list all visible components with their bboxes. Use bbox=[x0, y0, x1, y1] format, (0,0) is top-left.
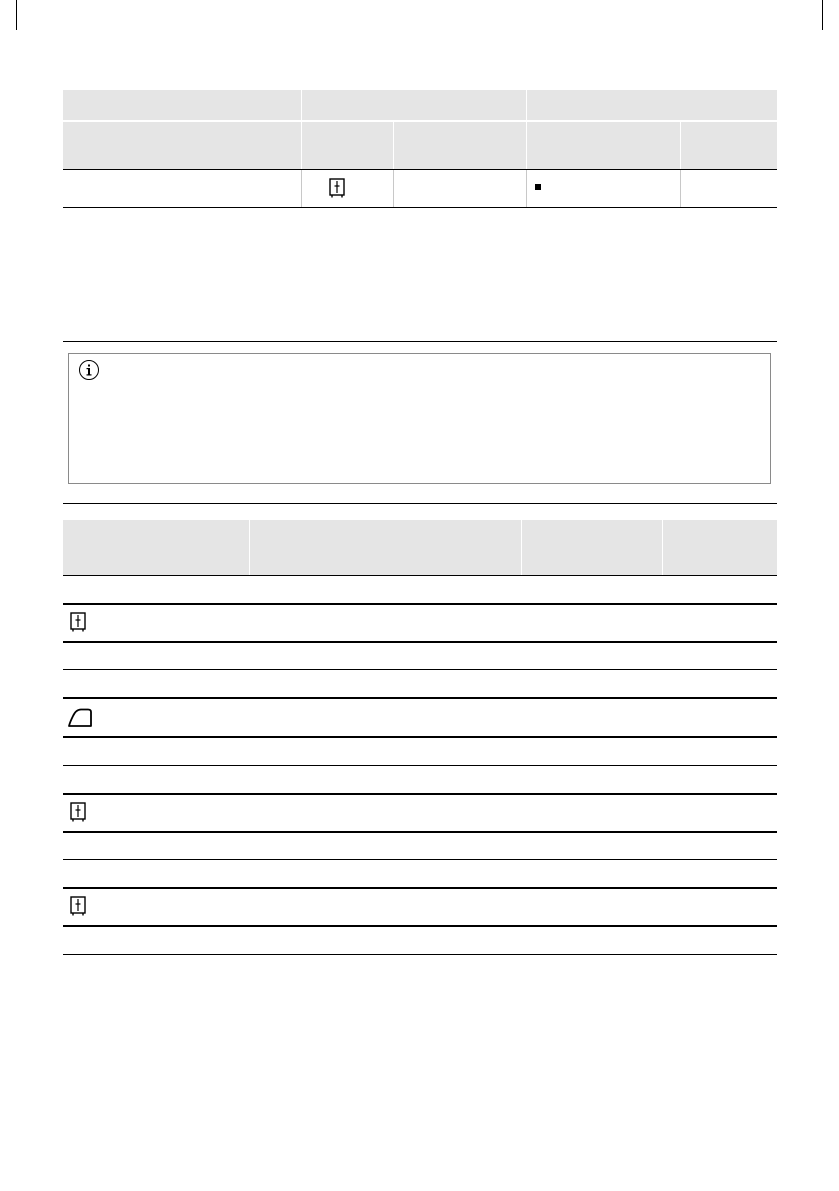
table-top-header-row-1 bbox=[63, 90, 777, 120]
table-top-rule bbox=[63, 207, 777, 208]
column-divider bbox=[680, 170, 681, 207]
column-divider bbox=[662, 520, 663, 575]
table-row-rule bbox=[63, 793, 777, 795]
column-divider bbox=[301, 90, 302, 169]
table-bottom-rule bbox=[63, 954, 777, 955]
note-box bbox=[68, 353, 771, 484]
table-row-rule bbox=[63, 887, 777, 889]
table-row-rule bbox=[63, 765, 777, 766]
column-divider bbox=[526, 170, 527, 207]
table-row-rule bbox=[63, 669, 777, 670]
table-row-rule bbox=[63, 831, 777, 833]
table-top-header-row-2 bbox=[63, 122, 777, 169]
column-divider bbox=[249, 520, 250, 575]
crop-mark-right bbox=[822, 0, 823, 30]
table-row-rule bbox=[63, 859, 777, 860]
table-bottom-header-row bbox=[63, 520, 777, 575]
table-top-rule bbox=[63, 169, 777, 170]
column-divider bbox=[393, 122, 394, 169]
column-divider bbox=[680, 122, 681, 169]
drawer-icon bbox=[70, 896, 86, 916]
info-icon bbox=[79, 360, 99, 380]
column-divider bbox=[301, 170, 302, 207]
table-row-rule bbox=[63, 925, 777, 927]
drawer-icon bbox=[70, 612, 86, 632]
table-bottom-top-rule bbox=[63, 503, 777, 504]
column-divider bbox=[521, 520, 522, 575]
square-icon bbox=[535, 184, 541, 190]
table-row-rule bbox=[63, 603, 777, 605]
table-row-rule bbox=[63, 575, 777, 576]
drawer-icon bbox=[70, 802, 86, 822]
column-divider bbox=[393, 170, 394, 207]
column-divider bbox=[526, 90, 527, 169]
table-row-rule bbox=[63, 641, 777, 643]
drawer-icon bbox=[329, 178, 345, 198]
crop-mark-left bbox=[16, 0, 17, 30]
table-row-rule bbox=[63, 697, 777, 699]
iron-icon bbox=[67, 708, 93, 728]
table-top-rule bbox=[63, 341, 777, 342]
table-row-rule bbox=[63, 736, 777, 738]
